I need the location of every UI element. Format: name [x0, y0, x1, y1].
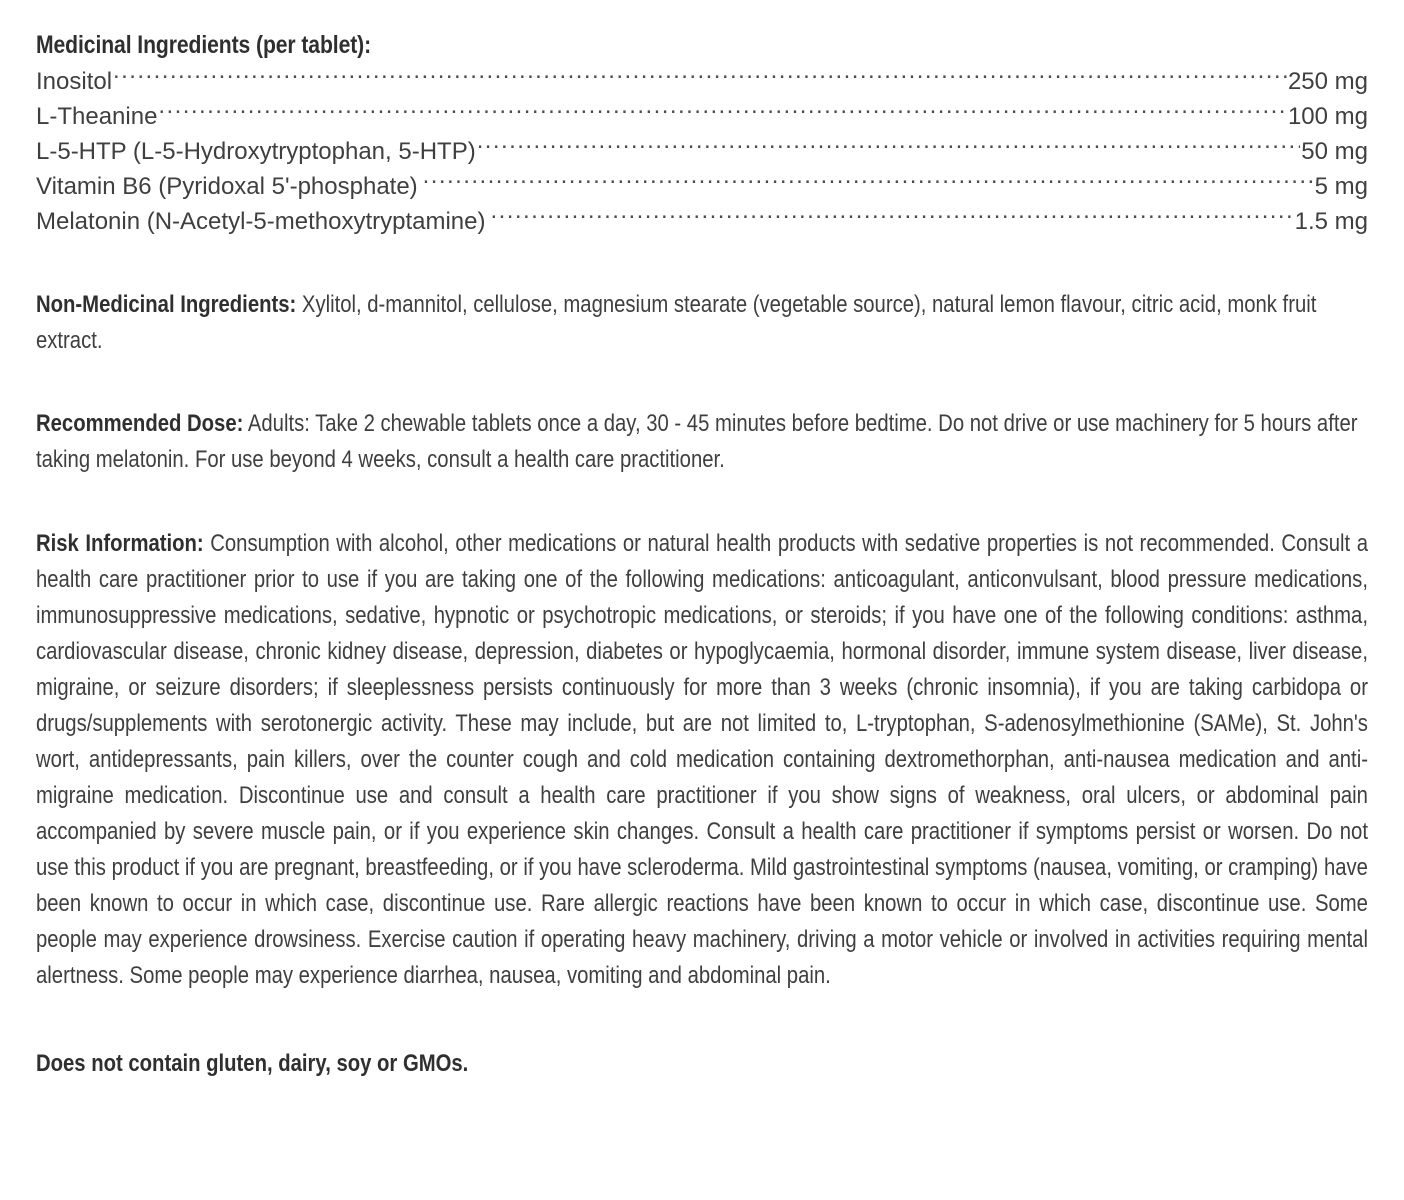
ingredient-name: Vitamin B6 (Pyridoxal 5'-phosphate): [36, 173, 418, 200]
ingredient-name: Inositol: [36, 68, 113, 95]
ingredient-row: [36, 64, 1368, 99]
free-from-section: [36, 1048, 1368, 1080]
ingredient-row: [36, 134, 1368, 169]
medicinal-ingredients-heading: Medicinal Ingredients (per tablet):: [36, 31, 372, 59]
risk-information-label: Risk Information:: [36, 530, 204, 557]
dot-leader: [423, 170, 1314, 194]
ingredient-name: Melatonin (N-Acetyl-5-methoxytryptamine): [36, 208, 486, 235]
ingredient-amount: 1.5 mg: [1294, 208, 1368, 235]
ingredient-name: L-5-HTP (L-5-Hydroxytryptophan, 5-HTP): [36, 138, 476, 165]
non-medicinal-paragraph: [36, 287, 1368, 359]
dot-leader: [490, 205, 1293, 229]
non-medicinal-ingredients-section: [36, 287, 1368, 359]
recommended-dose-section: [36, 406, 1368, 478]
non-medicinal-label: Non-Medicinal Ingredients:: [36, 291, 297, 318]
free-from-statement: Does not contain gluten, dairy, soy or GMOs.: [36, 1050, 469, 1077]
ingredient-row: [36, 99, 1368, 134]
recommended-dose-body: Adults: Take 2 chewable tablets once a day, 30 - 45 minutes before bedtime. Do not drive or use machinery for 5 hours after taking melatonin. For use beyond 4 weeks, consult a health care practitioner.: [36, 410, 1358, 473]
risk-information-section: [36, 526, 1368, 994]
ingredient-amount: 250 mg: [1287, 68, 1368, 95]
ingredient-amount: 100 mg: [1287, 103, 1368, 130]
ingredient-amount: 5 mg: [1314, 173, 1368, 200]
dot-leader: [113, 65, 1287, 89]
medicinal-ingredients-section: [36, 30, 1368, 239]
ingredient-row: [36, 204, 1368, 239]
non-medicinal-body: Xylitol, d-mannitol, cellulose, magnesium stearate (vegetable source), natural lemon flavour, citric acid, monk fruit extract.: [36, 291, 1317, 354]
dot-leader: [477, 135, 1301, 159]
risk-information-body: Consumption with alcohol, other medications or natural health products with sedative properties is not recommended. Consult a health care practitioner prior to use if you are taking one of the following medications: anticoagulant, anticonvulsant, blood pressure medications, immunosuppressive medications, sedative, hypnotic or psychotropic medications, or steroids; if you have one of the following conditions: asthma, cardiovascular disease, chronic kidney disease, depression, diabetes or hypoglycaemia, hormonal disorder, immune system disease, liver disease, migraine, or seizure disorders; if sleeplessness persists continuously for more than 3 weeks (chronic insomnia), if you are taking carbidopa or drugs/supplements with serotonergic activity. These may include, but are not limited to, L-tryptophan, S-adenosylmethionine (SAMe), St. John's wort, antidepressants, pain killers, over the counter cough and cold medication containing dextromethorphan, anti-nausea medication and anti-migraine medication. Discontinue use and consult a health care practitioner if you show signs of weakness, oral ulcers, or abdominal pain accompanied by severe muscle pain, or if you experience skin changes. Consult a health care practitioner if symptoms persist or worsen. Do not use this product if you are pregnant, breastfeeding, or if you have scleroderma. Mild gastrointestinal symptoms (nausea, vomiting, or cramping) have been known to occur in which case, discontinue use. Rare allergic reactions have been known to occur in which case, discontinue use. Some people may experience drowsiness. Exercise caution if operating heavy machinery, driving a motor vehicle or involved in activities requiring mental alertness. Some people may experience diarrhea, nausea, vomiting and abdominal pain.: [36, 530, 1368, 989]
risk-information-paragraph: [36, 526, 1368, 994]
ingredient-amount: 50 mg: [1301, 138, 1368, 165]
recommended-dose-label: Recommended Dose:: [36, 410, 244, 437]
dot-leader: [158, 100, 1287, 124]
ingredient-name: L-Theanine: [36, 103, 158, 130]
ingredient-row: [36, 169, 1368, 204]
medicinal-ingredients-list: [36, 64, 1368, 239]
recommended-dose-paragraph: [36, 406, 1368, 478]
